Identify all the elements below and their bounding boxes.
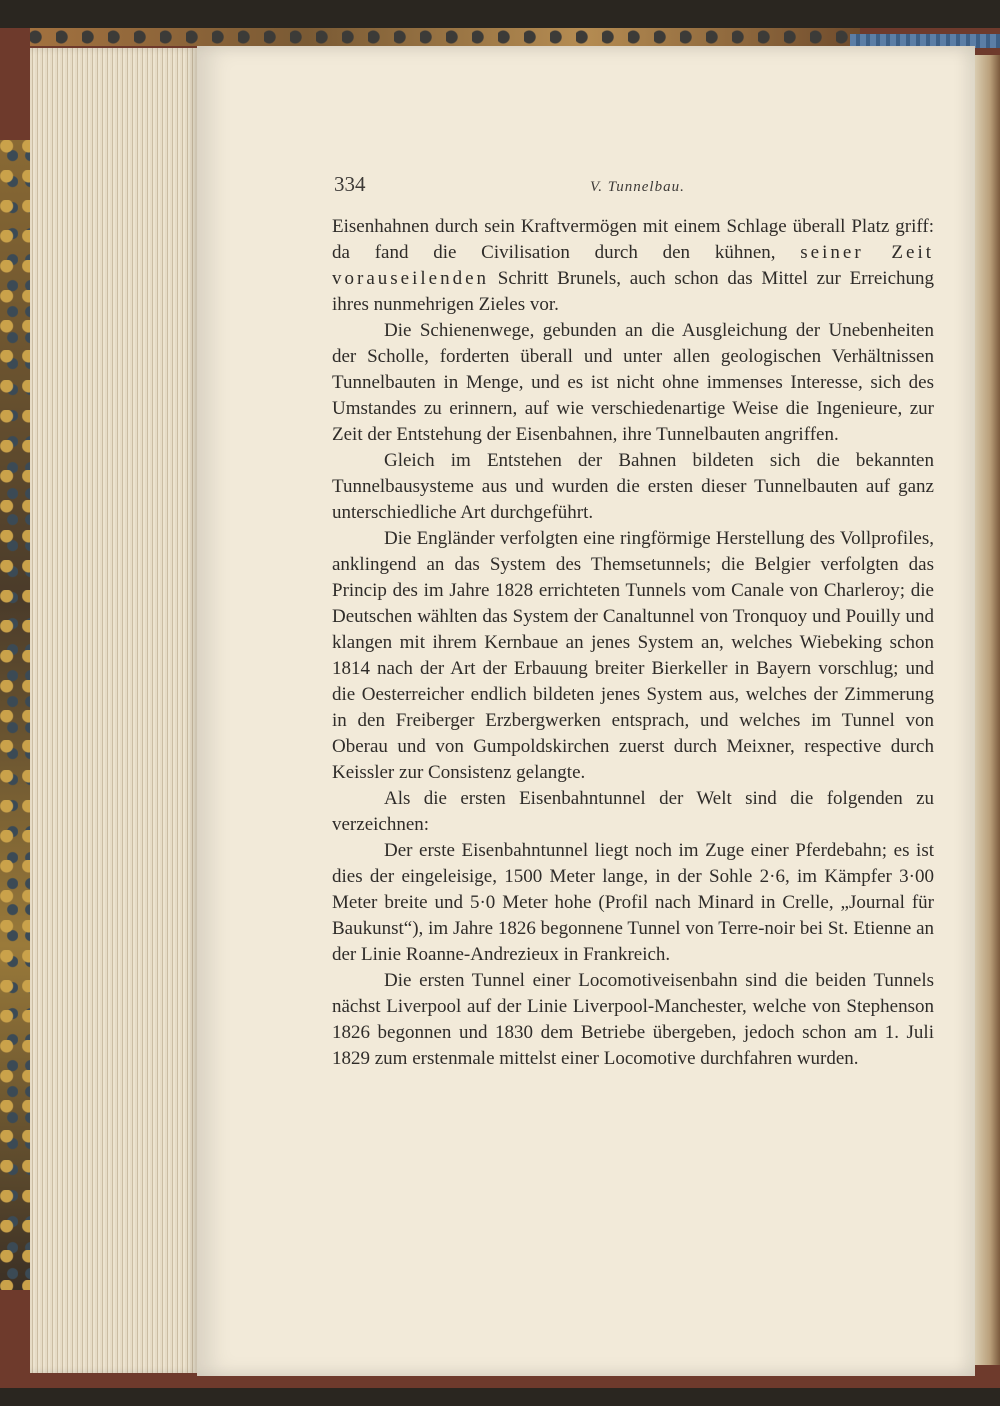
paragraph-7: Die ersten Tunnel einer Locomotiveisenbahn sind die beiden Tunnels nächst Liverpool auf der Linie Liverpool-Manchester, welche von Stephenson 1826 begonnen und 1830 dem Betriebe übergeben, jedoch schon am 1. Juli 1829 zum erstenmale mittelst einer Locomotive durchfahren wurden. xyxy=(332,970,934,1069)
spaced-emphasis: seiner Zeit vorauseilenden xyxy=(332,242,935,289)
paragraph-6: Der erste Eisenbahntunnel liegt noch im Zuge einer Pferdebahn; es ist dies der eingeleisige, 1500 Meter lange, in der Sohle 2·6, im Kämpfer 3·00 Meter breite und 5·0 Meter hohe (Profil nach Minard in Crelle, „Journal für Baukunst“), im Jahre 1826 begonnene Tunnel von Terre-noir bei St. Etienne an der Linie Roanne-Andrezieux in Frankreich. xyxy=(332,840,934,965)
paragraph-1 xyxy=(332,214,934,318)
paragraph-1-start: Eisenhahnen durch sein Kraftvermögen mit einem Schlage überall Platz griff: da fand die Civilisation durch den kühnen, xyxy=(332,216,934,263)
stacked-page-edges xyxy=(30,48,198,1373)
paragraph-5: Als die ersten Eisenbahntunnel der Welt sind die folgenden zu verzeichnen: xyxy=(332,788,934,835)
paragraph-1-end: Schritt Brunels, auch schon das Mittel zur Erreichung ihres nunmehrigen Zieles vor. xyxy=(332,268,934,315)
paragraph-4: Die Engländer verfolgten eine ringförmige Herstellung des Vollprofiles, anklingend an das System des Themsetunnels; die Belgier verfolgten das Princip des im Jahre 1828 errichteten Tunnels vom Canale von Charleroy; die Deutschen wählten das System der Canaltunnel von Tronquoy und Pouilly und klangen mit ihrem Kernbaue an jenes System an, welches Wiebeking schon 1814 nach der Art der Erbauung breiter Bierkeller in Bayern vorschlug; und die Oesterreicher endlich bildeten jenes System aus, welches der Zimmerung in den Freiberger Erzbergwerken entsprach, und welches im Tunnel von Oberau und von Gumpoldskirchen zuerst durch Meixner, respective durch Keissler zur Consistenz gelangte. xyxy=(332,528,934,783)
page-gutter-edge xyxy=(975,55,1000,1365)
marbled-top-band xyxy=(30,28,860,46)
page-number: 334 xyxy=(334,172,366,196)
marbled-cover-edge xyxy=(0,140,30,1290)
paragraph-2: Die Schienenwege, gebunden an die Ausgleichung der Unebenheiten der Scholle, forderten überall und unter allen geologischen Verhältnissen Tunnelbauten in Menge, und es ist nicht ohne immenses Interesse, sich des Umstandes zu erinnern, auf wie verschiedenartige Weise die Ingenieure, zur Zeit der Entstehung der Eisenbahnen, ihre Tunnelbauten angriffen. xyxy=(332,320,934,445)
running-title: V. Tunnelbau. xyxy=(590,179,685,195)
book-page xyxy=(197,46,975,1376)
body-text xyxy=(332,214,934,1072)
page-header xyxy=(334,172,854,202)
paragraph-3: Gleich im Entstehen der Bahnen bildeten sich die bekannten Tunnelbausysteme aus und wurden die ersten dieser Tunnelbauten auf ganz unterschiedliche Art durchgeführt. xyxy=(332,450,934,523)
